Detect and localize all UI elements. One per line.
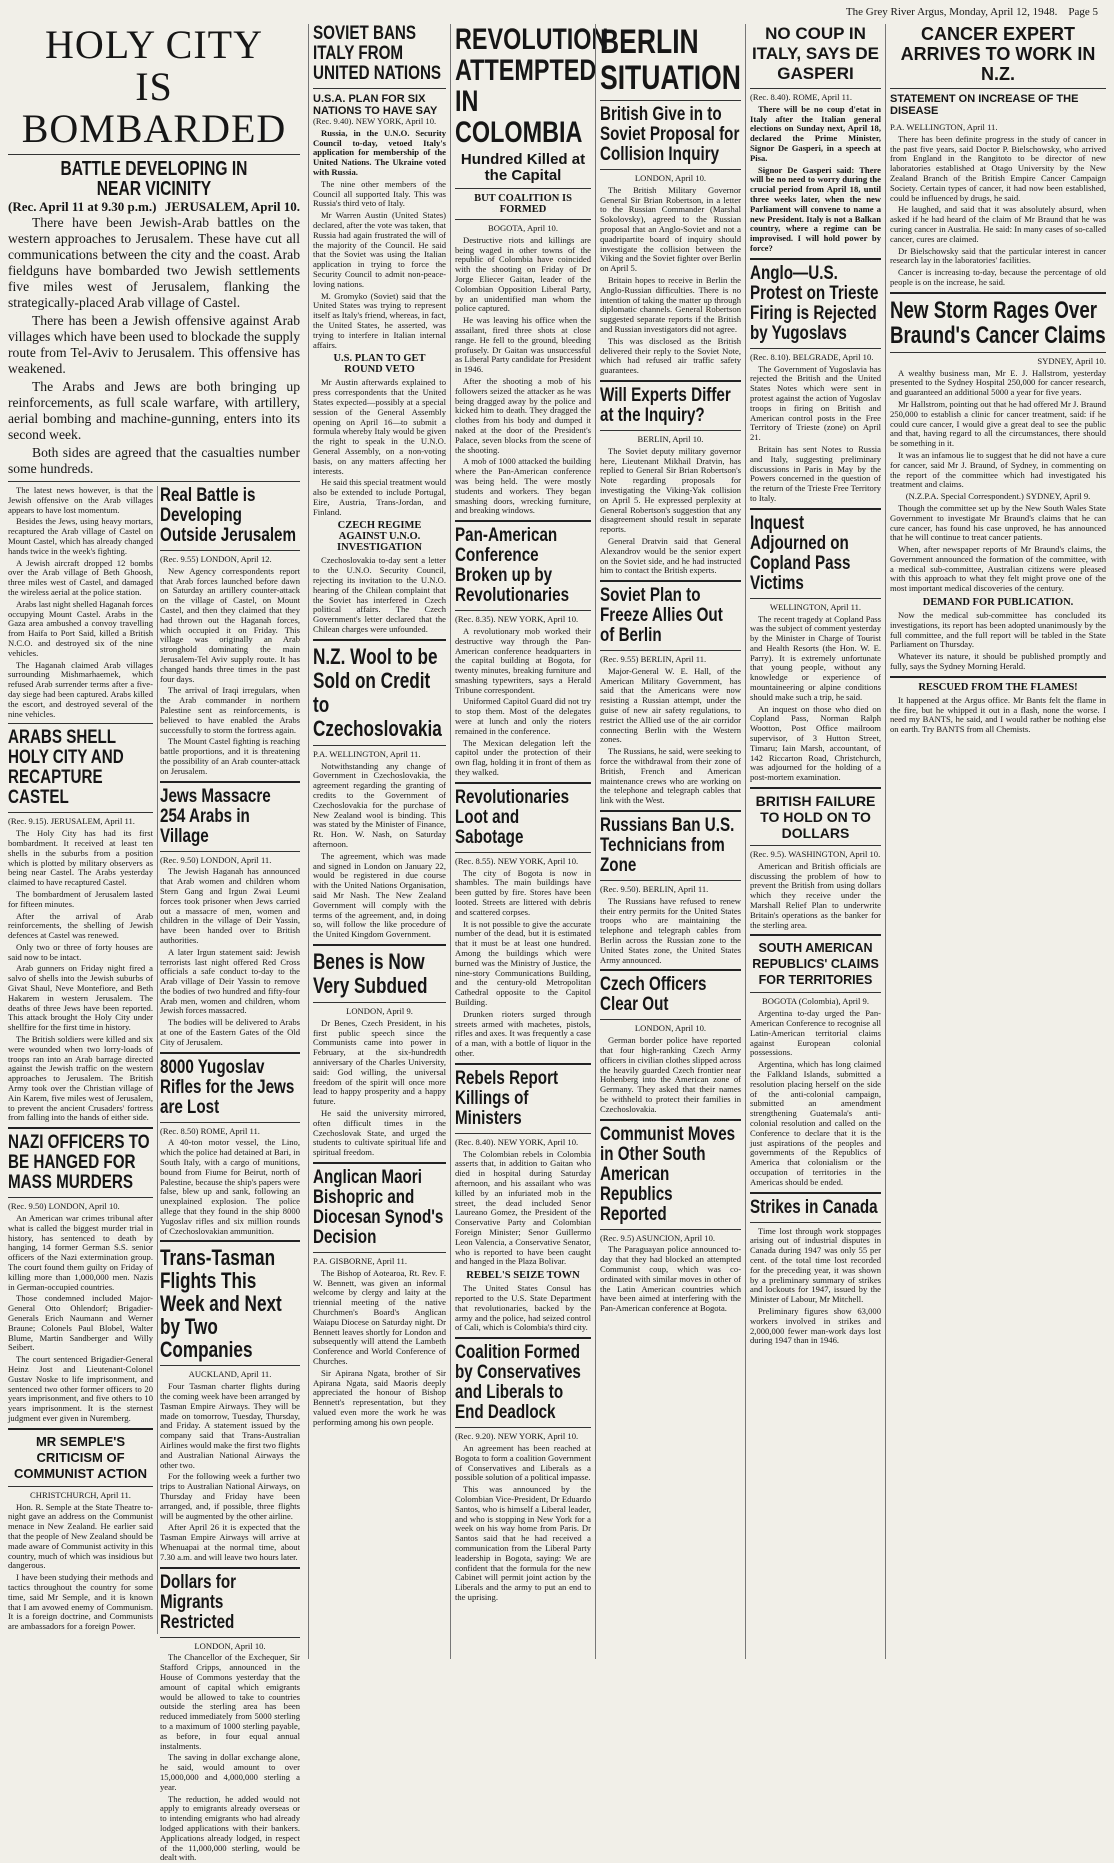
headline-nazi-officers: NAZI OFFICERS TO BE HANGED FOR MASS MURDERS <box>8 1132 150 1194</box>
body-paragraph: Major-General W. E. Hall, of the American Military Government, has said that the Americans were now resisting a Russian attempt, under the guise of new air safety regulations, to restrict the Allied use of the air corridor connecting Berlin with the Western zones. <box>600 665 741 745</box>
body-paragraph: The recent tragedy at Copland Pass was the subject of comment yesterday by the Minister in Charge of Tourist and Health Resorts (the Hon. W. E. Parry). It is extremely unfortunate that young people, without any knowledge or experience of mountaineering or alpine conditions should make such a trip, he said. <box>750 613 882 702</box>
headline-holy-city: HOLY CITY <box>45 22 263 67</box>
dateline: CHRISTCHURCH, April 11. <box>30 1489 131 1500</box>
body-paragraph: Those condemned included Major-General Otto Ohlendorf; Brigadier-Generals Erich Naumann and Werner Braune; Colonels Paul Blobel, Walter Blume, Martin Sandberger and Willy Seibert. <box>8 1293 153 1353</box>
body-paragraph: Four Tasman charter flights during the coming week have been arranged by Tasman Empire Airways. They will be made on tomorrow, Tuesday, Thursday, and Friday. A statement issued by the company said that Trans-Australian Airlines would make the first two flights and Australian National Airways the other two. <box>160 1381 300 1470</box>
body-paragraph: Now the medical sub-committee has concluded its investigations, its report has been adopted unanimously by the full committee, and the full report will be tabled in the State Parliament on Thursday. <box>890 610 1106 650</box>
body-paragraph: The Mount Castel fighting is reaching battle proportions, and it is threatening the possibility of an Arab counter-attack on Jerusalem. <box>160 736 300 776</box>
body-paragraph: Hon. R. Semple at the State Theatre to-night gave an address on the Communist menace in New Zealand. He earlier said that the people of New Zealand should be made aware of Communist activity in this country, much of which was insidious but dangerous. <box>8 1501 153 1571</box>
lead-paragraph: There has been a Jewish offensive against Arab villages which have been used to blockade the supply route from Tel-Aviv to Jerusalem. This offensive has weakened. <box>8 313 300 376</box>
body-paragraph: Russia, in the U.N.O. Security Council to-day, vetoed Italy's application for membership of the United Nations. The Ukraine voted with Russia. <box>313 127 446 177</box>
headline-dollars-migrants: Dollars for Migrants Restricted <box>160 1571 237 1633</box>
body-paragraph: I have been studying their methods and tactics throughout the country for some time, said Mr Semple, and it is known that I am avowed enemy of Communism. It is a foreign doctrine, and Communists are ambassadors for a foreign Power. <box>8 1572 153 1632</box>
dateline: WELLINGTON, April 11. <box>769 601 862 612</box>
dateline: (Rec. 9.5). WASHINGTON, April 10. <box>750 849 881 860</box>
headline-trans-tasman: Trans-Tasman Flights This Week and Next by Two Companies <box>160 1245 282 1363</box>
body-paragraph: Preliminary figures show 63,000 workers involved in strikes and 2,000,000 fewer man-work days lost during 1947 than in 1946. <box>750 1305 881 1346</box>
body-paragraph: The reduction, he added would not apply to emigrants already overseas or to intending emigrants who had already lodged applications with their bankers. Applications already lodged, in respect of the 11,000,000 sterling, would be dealt with. <box>160 1793 300 1863</box>
body-paragraph: He was leaving his office when the assailant, fired three shots at close range. He fell to the ground, bleeding profusely. Dr Gaitan was unsuccessful as Liberal Party candidate for President in 1946. <box>455 315 591 375</box>
headline-new-storm: New Storm Rages Over Braund's Cancer Claims <box>890 296 1106 349</box>
dateline: (Rec. 8.40). ROME, April 11. <box>750 92 853 102</box>
dateline: (Rec. 8.55). NEW YORK, April 10. <box>455 855 579 866</box>
dateline: SYDNEY, April 10. <box>1037 355 1106 366</box>
body-paragraph: Signor De Gasperi said: There will be no need to worry during the crucial period from April 18, until three weeks later, when the new Parliament will convene to name a new President. Italy is not a Balkan country, where a regime can be improvised. I will hold power by force? <box>750 164 881 253</box>
column-5 <box>595 24 745 1659</box>
dateline: (Rec. 8.50) ROME, April 11. <box>160 1125 260 1136</box>
body-paragraph: Uniformed Capitol Guard did not try to stop them. Most of the delegates were at lunch and only the rioters remained in the conference. <box>455 696 591 736</box>
body-paragraph: The British soldiers were killed and six were wounded when two lorry-loads of troops ran into an Arab barrage directed against the Jewish traffic on the western approaches to Jerusalem. The British Army took over the Christian village of Ain Karem, five miles west of Jerusalem, to prevent the ancient Crusaders' fortress from falling into the hands of either side. <box>8 1034 153 1123</box>
body-paragraph: The British Military Governor General Sir Brian Robertson, in a letter to the Russian Commander (Marshal Sokolovsky), agreed to the Russian proposal that an Anglo-Soviet and not a quadripartite board of inquiry should investigate the collision between the Viking and the Soviet fighter over Berlin on April 5. <box>600 184 741 274</box>
subhead-rescued: RESCUED FROM THE FLAMES! <box>918 681 1078 693</box>
dateline: BOGOTA (Colombia), April 9. <box>762 996 869 1007</box>
dateline: BOGOTA, April 10. <box>488 223 558 233</box>
body-paragraph: He laughed, and said that it was absolutely absurd, when asked if he had heard of the claim of Mr Braund that he was curing cancer in Australia. He said: In many cases of so-called cancer, cures are claimed. <box>890 204 1106 244</box>
subhead-increase: STATEMENT ON INCREASE OF THE DISEASE <box>890 93 1079 117</box>
body-paragraph: Cancer is increasing to-day, because the percentage of old people is on the increase, he said. <box>890 267 1106 287</box>
body-paragraph: Whatever its nature, it should be published promptly and fully, says the Sydney Morning Herald. <box>890 651 1106 672</box>
dateline-row <box>8 199 300 215</box>
body-paragraph: An American war crimes tribunal after what is called the biggest murder trial in history, has sentenced to death by hanging, 14 former German S.S. senior officers of the Nazi extermination group. The court found them guilty on Friday of killing more than 1,000,000 men. Nazis in German-occupied countries. <box>8 1213 153 1292</box>
dateline: (Rec. 9.15). JERUSALEM, April 11. <box>8 816 135 827</box>
lead-paragraph: The Arabs and Jews are both bringing up reinforcements, as full scale warfare, with artillery, aerial bombing and machine-gunning, enters into its second week. <box>8 379 300 442</box>
body-paragraph: The Jewish Haganah has announced that Arab women and children whom Stern Gang and Irgun Zwai Leumi forces took prisoner when Jews carried out a massacre of men, women and children in the village of Deir Yassin, have been handed over to British authorities. <box>160 866 300 945</box>
subhead-veto: U.S. PLAN TO GET ROUND VETO <box>333 353 426 376</box>
body-paragraph: Notwithstanding any change of Government in Czechoslovakia, the agreement regarding the granting of credits to the Government of Czechoslovakia for the purchase of New Zealand wool is binding. This was stated by the Minister of Finance, Rt. Hon. W. Nash, on Saturday afternoon. <box>313 760 446 850</box>
body-paragraph: Dr Bielschowsky said that the particular interest in cancer research lay in the laboratories' facilities. <box>890 245 1106 266</box>
dateline: LONDON, April 10. <box>634 1023 707 1034</box>
body-paragraph: This was announced by the Colombian Vice-President, Dr Eduardo Santos, who is himself a Liberal leader, and who is stopping in New York for a week on his way home from Paris. Dr Santos said that he had received a communication from the Liberal Party leadership in Bogota, saying: We are confident that the formula for the new Cabinet will permit joint action by the Liberals and the army to put an end to the uprising. <box>455 1484 591 1602</box>
headline-experts-differ: Will Experts Differ at the Inquiry? <box>600 384 731 426</box>
dateline: AUCKLAND, April 11. <box>188 1369 272 1380</box>
body-paragraph: Argentina, which has long claimed the Falkland Islands, submitted a resolution placing herself on the side of the anti-colonial campaign, submitted an amendment strengthening Guatemala's anti-colonial resolution and called on the Conference to declare that it is the just aspirations of the peoples and governments of the Republics of America that colonialism or the occupation of territories in the Americas should be ended. <box>750 1059 881 1187</box>
headline-no-coup: NO COUP IN ITALY, SAYS DE GASPERI <box>752 24 879 83</box>
body-paragraph: The Colombian rebels in Colombia asserts that, in addition to Gaitan who died in hospital during Saturday afternoon, and his assailant who was killed by an infuriated mob in the street, the dead included Senor Laureano Gomez, the President of the Conservative Party and Colombian Foreign Minister; Senor Guillermo Leon Valencia, a Conservative Senator, who is reported to have been caught and hanged in the Plaza Bolivar. <box>455 1148 591 1267</box>
body-paragraph: The Soviet deputy military governor here, Lieutenant Mikhail Dratvin, has replied to General Sir Brian Robertson's Note regarding proposals for investigating the Viking-Yak collision on April 5. He expressed perplexity at General Robertson's suggestion that any disagreement should result in separate reports. <box>600 445 741 535</box>
headline-strikes-canada: Strikes in Canada <box>750 1196 878 1218</box>
dateline: (Rec. 9.55) BERLIN, April 11. <box>600 654 707 665</box>
body-paragraph: The city of Bogota is now in shambles. The main buildings have been gutted by fire. Stores have been looted. Streets are littered with debris and scattered corpses. <box>455 867 591 917</box>
body-paragraph: German border police have reported that four high-ranking Czech Army officers in civilian clothes slipped across the heavily guarded Czech frontier near Hohenberg into the American zone of Germany. They asked that their names be withheld to protect their families in Czechoslovakia. <box>600 1035 741 1114</box>
body-paragraph: General Dratvin said that General Alexandrov would be the senior expert on the Soviet side, and he had instructed him to contact the British experts. <box>600 535 741 576</box>
body-paragraph: The nine other members of the Council all supported Italy. This was Russia's third veto of Italy. <box>313 178 446 209</box>
dateline: P.A. WELLINGTON, April 11. <box>313 748 421 759</box>
headline-real-battle: Real Battle is Developing Outside Jerusalem <box>160 485 297 546</box>
body-paragraph: It is not possible to give the accurate number of the dead, but it is estimated that it must be at least one hundred. Among the buildings which were burned was the Ministry of Justice, the nine-story Communications Building, and the century-old Metropolitan Cathedral opposite to the Capitol Building. <box>455 918 591 1008</box>
body-paragraph: He said this special treatment would also be extended to include Portugal, Eire, Austria, Trans-Jordan, and Finland. <box>313 477 446 517</box>
headline-anglo-us-protest: Anglo—U.S. Protest on Trieste Firing is Rejected by Yugoslavs <box>750 262 879 344</box>
body-paragraph: M. Gromyko (Soviet) said that the United States was trying to represent itself as Italy's friend, whereas, in fact, the United States, he asserted, was trying to interfere in Italian internal affairs. <box>313 290 446 350</box>
column-7 <box>885 24 1110 1659</box>
subhead-usa-plan: U.S.A. PLAN FOR SIX NATIONS TO HAVE SAY <box>313 93 438 117</box>
body-paragraph: New Agency correspondents report that Arab forces launched before dawn on Saturday an artillery counter-attack on the village of Castel, on Mount Castel, and then they claimed that they had thrown out the Haganah forces, which occupied it on Friday. This village was originally an Arab stronghold dominating the main Jerusalem-Tel Aviv supply route. It has changed hands three times in the past four days. <box>160 565 300 684</box>
dateline: (Rec. 9.50) LONDON, April 11. <box>160 854 272 865</box>
newspaper-page <box>4 22 1110 1863</box>
subhead-seize-town: REBEL'S SEIZE TOWN <box>466 1270 580 1282</box>
body-paragraph: It was an infamous lie to suggest that he did not have a cure for cancer, said Mr J. Braund, of Sydney, in commenting on the report of the committee which had investigated his treatment and claims. <box>890 449 1106 490</box>
headline-british-failure: BRITISH FAILURE TO HOLD ON TO DOLLARS <box>755 793 876 842</box>
body-paragraph: Though the committee set up by the New South Wales State Government to investigate Mr Braund's claims that he can cure cancer, has found his case unproved, he has announced that he will continue to treat cancer patients. <box>890 502 1106 543</box>
headline-yugoslav-rifles: 8000 Yugoslav Rifles for the Jews are Lost <box>160 1056 295 1118</box>
column-3 <box>308 24 450 1659</box>
headline-arabs-shell: ARABS SHELL HOLY CITY AND RECAPTURE CASTEL <box>8 727 124 809</box>
headline-revolution: REVOLUTION ATTEMPTED IN COLOMBIA <box>455 23 609 149</box>
headline-benes: Benes is Now Very Subdued <box>313 949 428 998</box>
body-paragraph: The latest news however, is that the Jewish offensive on the Arab villages appears to have lost momentum. <box>8 485 153 515</box>
dateline: (N.Z.P.A. Special Correspondent.) SYDNEY, April 9. <box>905 491 1091 502</box>
body-paragraph: The Government of Yugoslavia has rejected the British and the United States Notes which were sent in protest against the action of Yugoslav troops in firing on British and American control posts in the Free Territory of Trieste (zone) on April 21. <box>750 363 881 443</box>
subhead-coalition: BUT COALITION IS FORMED <box>474 193 572 215</box>
body-paragraph: The agreement, which was made and signed in London on January 22, would be registered in due course with the United Nations Organisation, said Mr Nash. The New Zealand Government will comply with the terms of the agreement, and, in doing so, will follow the like procedure of the United Kingdom Government. <box>313 850 446 940</box>
lead-paragraph: Both sides are agreed that the casualties number some hundreds. <box>8 445 300 476</box>
headline-bombarded: IS BOMBARDED <box>21 64 287 151</box>
body-paragraph: Besides the Jews, using heavy mortars, recaptured the Arab village of Castel on Mount Castel, which has already changed hands twice in the week's fighting. <box>8 516 153 556</box>
body-paragraph: The Bishop of Aotearoa, Rt. Rev. F. W. Bennett, was given an informal welcome by clergy and laity at the triennial meeting of the native Churchmen's Board's Anglican Waiapu Diocese on Saturday night. Dr Bennett leaves shortly for London and subsequently will attend the Lambeth Conference and World Conference of Churches. <box>313 1267 446 1366</box>
body-paragraph: The Holy City has had its first bombardment. It received at least ten shells in the suburbs from a position which is plotted by military observers as being near Castel. The Arabs yesterday claimed to have recaptured Castel. <box>8 828 153 888</box>
body-paragraph: The bombardment of Jerusalem lasted for fifteen minutes. <box>8 888 153 909</box>
headline-south-american: SOUTH AMERICAN REPUBLICS' CLAIMS FOR TERRITORIES <box>752 941 879 988</box>
dateline: LONDON, April 10. <box>194 1640 266 1651</box>
column-1b <box>160 486 300 1863</box>
dateline: (Rec. 8.10). BELGRADE, April 10. <box>750 351 874 362</box>
lead-paragraph: There have been Jewish-Arab battles on the western approaches to Jerusalem. These have cut all communications between the city and the coast. Arab fieldguns have bombarded two Jewish settlements five miles west of Jerusalem, flanking the strategically-placed Arab village of Castel. <box>8 215 300 310</box>
body-paragraph: The Haganah claimed Arab villages surrounding Mishmarhaemek, which refused Arab surrender terms after a five-day siege had been captured. Arabs killed the escort, and destroyed several of the nine vehicles. <box>8 659 153 719</box>
column-1 <box>4 22 304 1863</box>
body-paragraph: Britain hopes to receive in Berlin the Anglo-Russian difficulties. There is no intention of taking the matter up through diplomatic channels. General Robertson suggested separate reports if the British and Russian investigators did not agree. <box>600 274 741 334</box>
dateline: LONDON, April 10. <box>634 173 707 183</box>
headline-berlin: BERLIN SITUATION <box>600 23 741 97</box>
body-paragraph: When, after newspaper reports of Mr Braund's claims, the Government announced the formation of the committee, with a medical sub-committee, Australian citizens were pleased with this approach to what they felt might prove one of the most important medical discoveries of the century. <box>890 544 1106 594</box>
body-paragraph: The bodies will be delivered to Arabs at one of the Eastern Gates of the Old City of Jerusalem. <box>160 1017 300 1047</box>
body-paragraph: He said the university mirrored, often difficult times in the Czechoslovak State, and urged the students to cultivate spiritual life and spiritual freedom. <box>313 1107 446 1158</box>
subhead-hundred-killed: Hundred Killed at the Capital <box>460 151 586 184</box>
body-paragraph: A 40-ton motor vessel, the Lino, which the police had detained at Bari, in South Italy, with a cargo of munitions, bound from Fiume for Beirut, north of Palestine, because the ship's papers were false, blew up and sank, following an unexplained explosion. The police allege that they found in the ship 8000 Yugoslav rifles and six million rounds of Czechoslovakian ammunition. <box>160 1137 300 1236</box>
body-paragraph: Arab gunners on Friday night fired a salvo of shells into the Jewish suburbs of Givat Shaul, Neve Montefiore, and Beth Hakarem in western Jerusalem. The deaths of three Jews have been reported. This attack brought the Holy City under shellfire for the first time in history. <box>8 963 153 1033</box>
body-paragraph: Mr Hallstrom, pointing out that he had offered Mr J. Braund 250,000 to establish a clinic for cancer treatment, said: if he could cure cancer, I would give a great deal to see the public and that, having regard to all the circumstances, there should be something in it. <box>890 398 1106 449</box>
headline-rebels-report: Rebels Report Killings of Ministers <box>455 1067 559 1129</box>
headline-russians-ban: Russians Ban U.S. Technicians from Zone <box>600 815 735 877</box>
masthead-page: Page 5 <box>1068 6 1098 18</box>
body-paragraph: Drunken rioters surged through streets armed with machetes, pistols, rifles and axes. It was frequently a case of a man, with a bottle of liquor in the other. <box>455 1008 591 1058</box>
body-paragraph: The court sentenced Brigadier-General Heinz Jost and Lieutenant-Colonel Gustav Noske to life imprisonment, and sentenced two other former officers to 20 years imprisonment, and five others to 10 years imprisonment. It is the sternest judgment ever given in Nuremberg. <box>8 1354 153 1423</box>
masthead-paper: The Grey River Argus, <box>845 6 947 18</box>
body-paragraph: The Mexican delegation left the capitol under the protection of their own flag, holding it in front of them as they walked. <box>455 737 591 778</box>
headline-cancer-expert: CANCER EXPERT ARRIVES TO WORK IN N.Z. <box>900 24 1096 84</box>
masthead-date: Monday, April 12, 1948. <box>949 6 1058 18</box>
headline-czech-officers: Czech Officers Clear Out <box>600 974 707 1016</box>
dateline-received: (Rec. April 11 at 9.30 p.m.) <box>8 199 157 214</box>
body-paragraph: After the arrival of Arab reinforcements, the shelling of Jewish defences at Castel was renewed. <box>8 910 153 941</box>
body-paragraph: The Russians, he said, were seeking to force the withdrawal from their zone of British, French and American maintenance crews who are working on the telephone and telegraph cables that link with the West. <box>600 746 741 806</box>
dateline: (Rec. 9.20). NEW YORK, April 10. <box>455 1431 579 1442</box>
headline-soviet-bans: SOVIET BANS ITALY FROM UNITED NATIONS <box>313 23 442 84</box>
body-paragraph: The arrival of Iraqi irregulars, when the Arab commander in northern Palestine sent as reinforcements, is believed to have enabled the Arabs successfully to storm the fortress again. <box>160 685 300 735</box>
body-paragraph: After the shooting a mob of his followers seized the attacker as he was being dragged away by the police and kicked him to death. They dragged the clothes from his body and dumped it naked at the door of the President's Palace, seven blocks from the scene of the shooting. <box>455 375 591 455</box>
body-paragraph: Time lost through work stoppages arising out of industrial disputes in Canada during 1947 was only 55 per cent. of the total time lost recorded for the preceding year, it was shown by a preliminary summary of strikes and lockouts for 1947, issued by the Minister of Labour, Mr Mitchell. <box>750 1225 881 1305</box>
dateline: P.A. GISBORNE, April 11. <box>313 1255 407 1266</box>
dateline-place: JERUSALEM, April 10. <box>164 199 300 214</box>
body-paragraph: Only two or three of forty houses are said now to be intact. <box>8 941 153 962</box>
story-latest-news <box>8 486 158 1634</box>
body-paragraph: After April 26 it is expected that the Tasman Empire Airways will arrive at Whenuapai at the normal time, about 7.30 a.m. and will leave two hours later. <box>160 1522 300 1562</box>
body-paragraph: An agreement has been reached at Bogota to form a coalition Government of Conservatives and Liberals as a possible solution of a political impasse. <box>455 1442 591 1483</box>
dateline: (Rec. 9.5) ASUNCION, April 10. <box>600 1232 716 1243</box>
body-paragraph: Argentina to-day urged the Pan-American Conference to recognise all Latin-American territorial claims against European colonial possessions. <box>750 1008 881 1058</box>
dateline: P.A. WELLINGTON, April 11. <box>890 122 998 132</box>
subhead-battle: BATTLE DEVELOPING IN NEAR VICINITY <box>60 158 248 200</box>
headline-inquest: Inquest Adjourned on Copland Pass Victims <box>750 512 851 594</box>
body-paragraph: Mr Austin afterwards explained to press correspondents that the United States expected—possibly at a special session of the General Assembly opening on April 16—to submit a formula whereby Italy would be given the right to speak in the U.N.O. General Assembly, on a non-voting basis, on any matters affecting her interests. <box>313 377 446 476</box>
body-paragraph: Sir Apirana Ngata, brother of Sir Apirana Ngata, said Maoris deeply appreciated the honour of Bishop Bennett's representation, but they valued even more the work he was performing among his own people. <box>313 1367 446 1427</box>
body-paragraph: Destructive riots and killings are being waged in other towns of the republic of Colombia have coincided with the shooting on Friday of Dr Jorge Eliecer Gaitan, leader of the Colombian Opposition Liberal Party, by an unidentified man whom the police captured. <box>455 234 591 314</box>
dateline: (Rec. 8.35). NEW YORK, April 10. <box>455 614 579 625</box>
body-paragraph: A revolutionary mob worked their destructive way through the Pan-American conference headquarters in the capital building at Bogota, for twenty minutes, breaking furniture and smashing typewriters, says a Herald Tribune correspondent. <box>455 625 591 695</box>
headline-semple: MR SEMPLE'S CRITICISM OF COMMUNIST ACTION <box>13 1433 148 1481</box>
body-paragraph: For the following week a further two trips to Australian National Airways, on Thursday and Friday have been arranged, and, if possible, three flights will be augmented by the other airline. <box>160 1471 300 1521</box>
body-paragraph: There has been definite progress in the study of cancer in the past five years, said Doctor P. Bielschowsky, who arrived from England in the Rangitoto to be director of new laboratories established at Otago University by the New Zealand Branch of the British Empire Cancer Campaign Society. Certain types of cancer, it had now been established, could be influenced by drugs, he said. <box>890 133 1106 203</box>
subhead-czech-regime: CZECH REGIME AGAINST U.N.O. INVESTIGATION <box>337 520 422 554</box>
headline-communist-moves: Communist Moves in Other South American Republics Reported <box>600 1123 736 1225</box>
masthead <box>846 6 1098 18</box>
body-paragraph: It happened at the Argus office. Mr Bants felt the flame in the fire, but he whipped it out in a flash, none the worse. I need my BANTS, he said, and I would rather be nothing else on earth. Try BANTS from all Chemists. <box>890 694 1106 735</box>
headline-coalition-formed: Coalition Formed by Conservatives and Liberals to End Deadlock <box>455 1342 581 1424</box>
body-paragraph: There will be no coup d'etat in Italy after the Italian general elections on Sunday next, April 18, declared the Prime Minister, Signor De Gasperi, in a speech at Pisa. <box>750 103 881 163</box>
body-paragraph: Dr Benes, Czech President, in his first public speech since the Communists came into power in February, at the six-hundredth anniversary of the Charles University, said: God willing, the universal freedom of the spirit will once more lead to happy prosperity and a happy future. <box>313 1017 446 1107</box>
headline-nz-wool: N.Z. Wool to be Sold on Credit to Czechoslovakia <box>313 643 442 741</box>
body-paragraph: An inquest on those who died on Copland Pass, Norman Ralph Wootton, Post Office mailroom supervisor, of 3 Hutton Street, Timaru; Iain Marsh, accountant, of 142 Riccarton Road, Christchurch, was adjourned for the holding of a post-mortem examination. <box>750 703 881 783</box>
body-paragraph: American and British officials are discussing the problem of how to prevent the British from using dollars which they receive under the Marshall Relief Plan to underwrite Britain's operations as the banker for the sterling area. <box>750 860 881 930</box>
dateline: BERLIN, April 10. <box>637 433 704 444</box>
dateline: LONDON, April 9. <box>346 1006 413 1016</box>
body-paragraph: The saving in dollar exchange alone, he said, would amount to over 15,000,000 and 4,000,000 sterling a year. <box>160 1752 300 1792</box>
body-paragraph: The United States Consul has reported to the U.S. State Department that revolutionaries, backed by the army and the police, had seized control of Cali, which is Colombia's third city. <box>455 1283 591 1333</box>
dateline: (Rec. 9.50). BERLIN, April 11. <box>600 884 709 895</box>
dateline: (Rec. 9.55) LONDON, April 12. <box>160 554 272 564</box>
headline-jews-massacre: Jews Massacre 254 Arabs in Village <box>160 785 271 847</box>
headline-anglican-maori: Anglican Maori Bishopric and Diocesan Synod's Decision <box>313 1166 444 1248</box>
headline-freeze-allies: Soviet Plan to Freeze Allies Out of Berlin <box>600 585 723 647</box>
dateline: (Rec. 9.50) LONDON, April 10. <box>8 1201 120 1212</box>
headline-british-give-in: British Give in to Soviet Proposal for Collision Inquiry <box>600 104 740 165</box>
body-paragraph: A Jewish aircraft dropped 12 bombs over the Arab village of Beth Ghoosh, three miles west of Castel, and damaged the wireless aerial at the police station. <box>8 557 153 597</box>
dateline: (Rec. 9.40). NEW YORK, April 10. <box>313 116 437 126</box>
dateline: (Rec. 8.40). NEW YORK, April 10. <box>455 1136 579 1147</box>
body-paragraph: The Russians have refused to renew their entry permits for the United States troops who are maintaining the telephone and telegraph cables from Berlin across the Russian zone to the United States zone, the United States Army announced. <box>600 895 741 965</box>
column-4 <box>450 23 609 1659</box>
body-paragraph: Mr Warren Austin (United States) declared, after the vote was taken, that Russia had again frustrated the will of the majority of the Council. He said that the Soviet was using the Italian application in trying to force the Security Council to admit non-peace-loving nations. <box>313 210 446 289</box>
subhead-demand: DEMAND FOR PUBLICATION. <box>922 597 1074 609</box>
body-paragraph: A wealthy business man, Mr E. J. Hallstrom, yesterday presented to the Sydney Hospital 250,000 for cancer research, and guaranteed an additional 5000 a year for five years. <box>890 367 1106 398</box>
body-paragraph: Britain has sent Notes to Russia and Italy, suggesting preliminary discussions in Paris in May by the Powers concerned in the question of the return of the Trieste Free Territory to Italy. <box>750 443 881 503</box>
headline-loot-sabotage: Revolutionaries Loot and Sabotage <box>455 786 570 848</box>
column-6 <box>745 24 885 1659</box>
body-paragraph: A mob of 1000 attacked the building where the Pan-American conference was being held. The were mostly students and workers. They began smashing doors, wrecking furniture, and breaking windows. <box>455 456 591 516</box>
body-paragraph: The Paraguayan police announced to-day that they had blocked an attempted Communist coup, which was co-ordinated with similar moves in other of the Latin American countries which have been aimed at interfering with the Pan-American conference at Bogota. <box>600 1244 741 1314</box>
body-paragraph: Czechoslovakia to-day sent a letter to the U.N.O. Security Council, rejecting its invitation to the U.N.O. hearing of the Chilean complaint that the Soviet has interfered in Czech political affairs. The Czech Government's letter declared that the Chilean charges were unfounded. <box>313 555 446 635</box>
body-paragraph: A later Irgun statement said: Jewish terrorists last night offered Red Cross officials a safe conduct to-day to the Arab village of Deir Yassin to remove the bodies of two hundred and fifty-four Arab men, women and children, whom Jewish forces massacred. <box>160 946 300 1016</box>
body-paragraph: This was disclosed as the British delivered their reply to the Soviet Note, which had refused air traffic safety guarantees. <box>600 335 741 376</box>
body-paragraph: The Chancellor of the Exchequer, Sir Stafford Cripps, announced in the House of Commons yesterday that the amount of capital which emigrants would be allowed to take to countries outside the sterling area has been reduced immediately from 5000 sterling to a maximum of 1000 sterling payable, as before, in four equal annual instalments. <box>160 1652 300 1751</box>
body-paragraph: Arabs last night shelled Haganah forces occupying Mount Castel. Arabs in the Gaza area ambushed a convoy travelling from Haifa to Port Said, killed a British N.C.O. and destroyed six of the nine vehicles. <box>8 598 153 658</box>
headline-pan-american: Pan-American Conference Broken up by Revolutionaries <box>455 525 570 607</box>
